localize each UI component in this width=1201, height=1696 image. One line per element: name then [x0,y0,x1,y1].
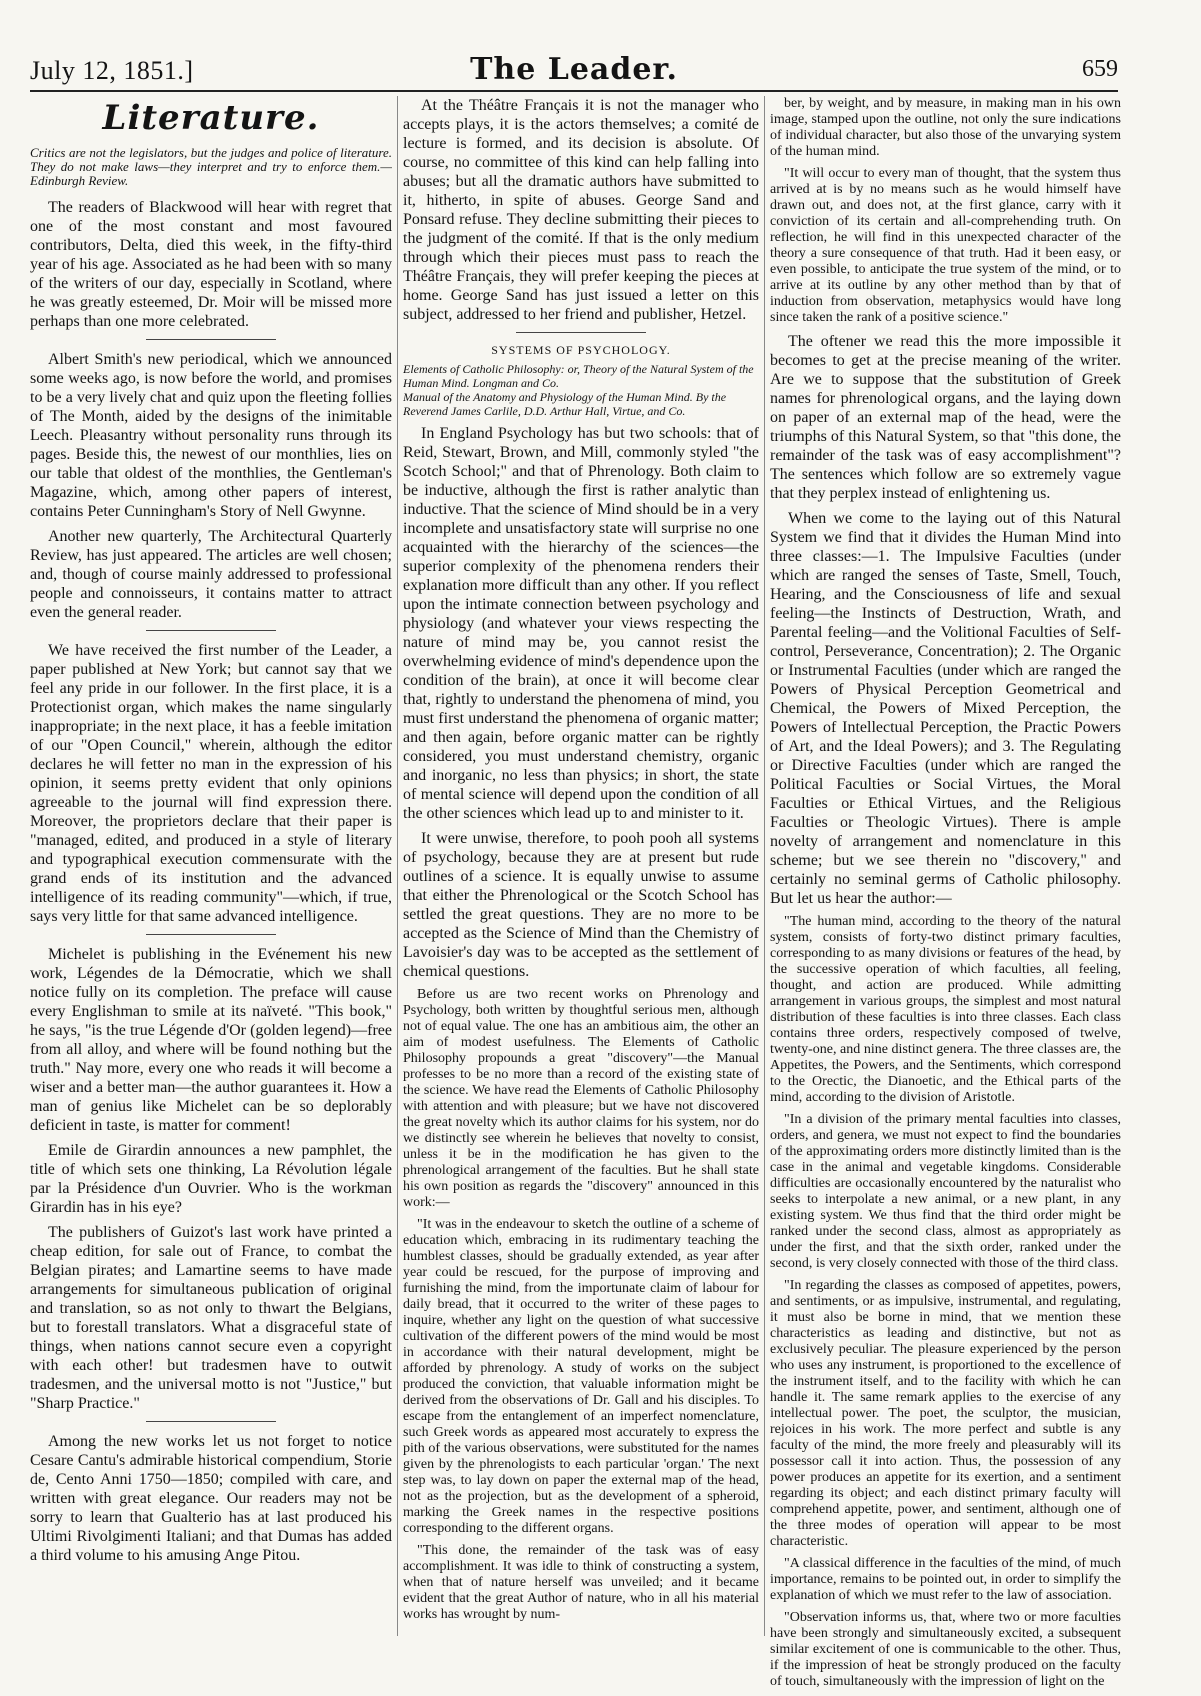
article-paragraph: We have received the first number of the Leader, a paper published at New York; but cannot say that we feel any pride in our follower. In the first place, it is a Protectionist organ, which makes the name singularly inappropriate; in the next place, it has a feeble imitation of our "Open Council," wherein, although the editor declares he will fetter no man in the expression of his opinion, it seems pretty evident that only opinions agreeable to the journal will find expression there. Moreover, the proprietors declare that their paper is "managed, edited, and produced in a style of literary and typographical execution commensurate with the grand ends of its institution and the advanced intelligence of its reading community"—which, if true, says very little for that same advanced intelligence. [30,642,392,925]
separator-rule [516,332,646,333]
column-divider-2 [764,96,765,1636]
epigraph: Critics are not the legislators, but the judges and police of literature. They do not make laws—they interpret and try to enforce them.—Edinburgh Review. [30,145,392,188]
article-paragraph: When we come to the laying out of this Natural System we find that it divides the Human Mind into three classes:—1. The Impulsive Faculties (under which are ranged the senses of Taste, Smell, Touch, Hearing, and the Consciousness of life and sexual feeling—the Instincts of Destruction, Wrath, and Parental feeling—and the Volitional Faculties of Self-control, Perseverance, Concentration); 2. The Organic or Instrumental Faculties (under which are ranged the Powers of Physical Perception Geometrical and Chemical, the Powers of Mixed Perception, the Powers of Intellectual Perception, the Practic Powers of Art, and the Ideal Powers); and 3. The Regulating or Directive Faculties (under which are ranged the Political Faculties or Social Virtues, the Moral Faculties or Ethical Virtues, and the Religious Faculties or Theologic Virtues). There is ample novelty of arrangement and nomenclature in this scheme; but we see therein no "discovery," and certainly no seminal germs of Catholic philosophy. But let us hear the author:— [770,510,1121,907]
section-heading-psychology: SYSTEMS OF PSYCHOLOGY. [491,343,671,357]
article-paragraph: It were unwise, therefore, to pooh pooh all systems of psychology, because they are at present but rude outlines of a science. It is equally unwise to assume that either the Phrenological or the Scotch School has settled the great questions. They are no more to be accepted as the Science of Mind than the Chemistry of Lavoisier's day was to be accepted as the settlement of chemical questions. [403,830,759,980]
quoted-paragraph: "A classical difference in the faculties of the mind, of much importance, remains to be pointed out, in order to simplify the explanation of which we must refer to the law of association. [770,1556,1121,1603]
page-number: 659 [1082,56,1118,82]
article-paragraph: Emile de Girardin announces a new pamphlet, the title of which sets one thinking, La Révolution légale par la Présidence d'un Ouvrier. Who is the workman Girardin has in his eye? [30,1142,392,1216]
column-2 [403,96,759,1629]
header-rule [30,90,1118,92]
column-3 [770,96,1121,1696]
article-paragraph: The publishers of Guizot's last work have printed a cheap edition, for sale out of France, to combat the Belgian pirates; and Lamartine seems to have made arrangements for simultaneous publication of original and translation, so as not only to thwart the Belgians, but to forestall translators. What a disgraceful state of things, when nations cannot secure even a copyright with each other! but tradesmen have to outwit tradesmen, and the universal motto is not "Justice," but "Sharp Practice." [30,1224,392,1412]
article-paragraph: Albert Smith's new periodical, which we announced some weeks ago, is now before the world, and promises to be a very lively chat and quiz upon the fleeting follies of The Month, aided by the designs of the inimitable Leech. Pleasantry without personality runs through its pages. Beside this, the newest of our monthlies, lies on our table that oldest of the monthlies, the Gentleman's Magazine, which, among other papers of interest, contains Peter Cunningham's Story of Nell Gwynne. [30,351,392,520]
separator-rule [146,339,276,340]
bibliography [403,362,759,418]
masthead-title: The Leader. [470,52,678,87]
quoted-paragraph: "Observation informs us, that, where two or more faculties have been strongly and simultaneously excited, a subsequent similar excitement of one is communicable to the other. Thus, if the impression of heat be strongly produced on the faculty of touch, simultaneously with the impression of light on the [770,1610,1121,1689]
article-paragraph: Another new quarterly, The Architectural Quarterly Review, has just appeared. The articles are well chosen; and, though of course mainly addressed to professional people and connoisseurs, it contains matter to attract even the general reader. [30,528,392,621]
page-header [30,52,1118,92]
article-paragraph: Among the new works let us not forget to notice Cesare Cantu's admirable historical compendium, Storie de, Cento Anni 1750—1850; compiled with care, and written with great elegance. Our readers may not be sorry to learn that Gualterio has at last produced his Ultimi Rivolgimenti Italiani; and that Dumas has added a third volume to his amusing Ange Pitou. [30,1433,392,1564]
article-paragraph: Before us are two recent works on Phrenology and Psychology, both written by thoughtful serious men, although not of equal value. The one has an ambitious aim, the other an aim of modest usefulness. The Elements of Catholic Philosophy propounds a great "discovery"—the Manual professes to be no more than a record of the existing state of the science. We have read the Elements of Catholic Philosophy with attention and with pleasure; but we have not discovered the great novelty which its author claims for his system, nor do we distinctly see wherein he believes that novelty to consist, unless it be in the modification he has given to the phrenological arrangement of the faculties. But he shall state his own position as regards the "discovery" announced in this work:— [403,987,759,1210]
section-title-literature: Literature. [102,98,320,138]
bibliography-entry: Manual of the Anatomy and Physiology of the Human Mind. By the Reverend James Carlile, D.D. Arthur Hall, Virtue, and Co. [403,390,727,418]
quoted-paragraph: "It will occur to every man of thought, that the system thus arrived at is by no means such as he would himself have drawn out, and does not, at the first glance, carry with it conviction of its certain and all-comprehending truth. On reflection, he will find in this unexpected character of the theory a sure consequence of that truth. Had it been easy, or even possible, to anticipate the true system of the mind, or to arrive at its outline by any other method than by that of induction from observation, metaphysics would have long since taken the rank of a positive science." [770,166,1121,325]
bibliography-entry: Elements of Catholic Philosophy: or, Theory of the Natural System of the Human Mind. Longman and Co. [403,362,754,390]
article-paragraph: The readers of Blackwood will hear with regret that one of the most constant and most favoured contributors, Delta, died this week, in the fifty-third year of his age. Associated as he had been with so many of the writers of our day, especially in Scotland, where he was greatly esteemed, Dr. Moir will be missed more perhaps than one more celebrated. [30,199,392,330]
quoted-paragraph: "It was in the endeavour to sketch the outline of a scheme of education which, embracing in its rudimentary teaching the humblest classes, should be gradually extended, as year after year could be rescued, for the purpose of improving and furnishing the mind, from the importunate claim of labour for daily bread, that it occurred to the writer of these pages to inquire, whether any light on the question of what successive cultivation of the different powers of the mind would be most in accordance with their natural development, might be afforded by phrenology. A study of works on the subject produced the conviction, that valuable information might be derived from the observations of Dr. Gall and his disciples. To escape from the entanglement of an imperfect nomenclature, such Greek words as appeared most accurately to express the pith of the various observations, were substituted for the names given by the phrenologists to each particular 'organ.' The next step was, to lay down on paper the external map of the head, not as the projection, but as the development of a spheroid, marking the Greek names in the respective positions corresponding to the different organs. [403,1217,759,1536]
quoted-paragraph: "This done, the remainder of the task was of easy accomplishment. It was idle to think of constructing a system, when that of nature herself was unveiled; and it became evident that the great Author of nature, who in all his material works has wrought by num- [403,1543,759,1622]
separator-rule [146,934,276,935]
article-paragraph: In England Psychology has but two schools: that of Reid, Stewart, Brown, and Mill, commonly styled "the Scotch School;" and that of Phrenology. Both claim to be inductive, although the first is rather analytic than inductive. That the science of Mind should be in a very incomplete and unsatisfactory state will surprise no one acquainted with the hierarchy of the sciences—the superior complexity of the phenomena renders their explanation more difficult than any other. If you reflect upon the intimate connection between psychology and physiology (and whatever your views respecting the nature of mind may be, you cannot resist the overwhelming evidence of mind's dependence upon the condition of the brain), at once it will become clear that, rightly to understand the phenomena of mind, you must first understand the phenomena of organic matter; and then again, before organic matter can be rightly considered, you must understand chemistry, organic and inorganic, no less than physics; in short, the state of mental science will depend upon the condition of all the other sciences which lead up to and minister to it. [403,425,759,822]
column-1 [30,96,392,1571]
issue-date: July 12, 1851.] [30,56,194,85]
article-paragraph: The oftener we read this the more impossible it becomes to get at the precise meaning of the writer. Are we to suppose that the substitution of Greek names for phrenological organs, and the laying down on paper of an external map of the head, were the triumphs of this Natural System, so that "this done, the remainder of the task was of easy accomplishment"? The sentences which follow are so extremely vague that they perplex instead of enlightening us. [770,333,1121,502]
article-paragraph: Michelet is publishing in the Evénement his new work, Légendes de la Démocratie, which we shall notice fully on its completion. The preface will cause every Englishman to smile at its naïveté. "This book," he says, "is the true Légende d'Or (golden legend)—free from all alloy, and where will be found nothing but the truth." Nay more, every one who reads it will become a wiser and a better man—the author guarantees it. How a man of genius like Michelet can be so deplorably deficient in taste, is matter for comment! [30,946,392,1134]
separator-rule [146,630,276,631]
quoted-paragraph: "The human mind, according to the theory of the natural system, consists of forty-two distinct primary faculties, corresponding to as many divisions or features of the head, by the successive operation of which faculties, all feeling, thought, and action are produced. While admitting arrangement in various groups, the simplest and most natural distribution of these faculties is into three classes. Each class contains three orders, respectively composed of twelve, twenty-one, and nine distinct genera. The three classes are, the Appetites, the Powers, and the Sentiments, which correspond to the Orectic, the Dianoetic, and the Ethical parts of the mind, according to the division of Aristotle. [770,914,1121,1105]
quoted-paragraph: "In a division of the primary mental faculties into classes, orders, and genera, we must not expect to find the boundaries of the approximating orders more distinctly limited than is the case in the animal and vegetable kingdoms. Considerable difficulties are occasionally encountered by the naturalist who seeks to interpolate a new animal, or a new plant, in any existing system. We thus find that the third order might be ranked under the second class, almost as appropriately as under the first, and that the sixth order, ranked under the second, is very closely connected with those of the third class. [770,1112,1121,1271]
quoted-paragraph: ber, by weight, and by measure, in making man in his own image, stamped upon the outline, not only the sure indications of individual character, but also those of the unvarying system of the human mind. [770,96,1121,159]
separator-rule [146,1421,276,1422]
quoted-paragraph: "In regarding the classes as composed of appetites, powers, and sentiments, or as impulsive, instrumental, and regulating, it must also be borne in mind, that we mention these characteristics as leading and distinctive, but not as exclusively peculiar. The pleasure experienced by the person who uses any instrument, is proportioned to the excellence of the instrument itself, and to the facility with which he can handle it. The same remark applies to the exercise of any intellectual power. The poet, the sculptor, the musician, rejoices in his work. The more perfect and subtle is any faculty of the mind, the more freely and pleasurably will its possessor call it into action. Thus, the possession of any power produces an appetite for its exertion, and a sentiment regarding its object; and each distinct primary faculty will comprehend appetite, power, and sentiment, although one of the three modes of operation will appear to be most characteristic. [770,1278,1121,1549]
column-divider-1 [397,96,398,1636]
article-paragraph: At the Théâtre Français it is not the manager who accepts plays, it is the actors themselves; a comité de lecture is formed, and its decision is absolute. Of course, no committee of this kind can help falling into abuses; but all the dramatic authors have submitted to it, hitherto, in spite of abuses. George Sand and Ponsard refuse. They decline submitting their pieces to the judgment of the comité. If that is the only medium through which their pieces must pass to reach the Théâtre Français, they will prefer keeping the pieces at home. George Sand has just issued a letter on this subject, addressed to her friend and publisher, Hetzel. [403,97,759,323]
